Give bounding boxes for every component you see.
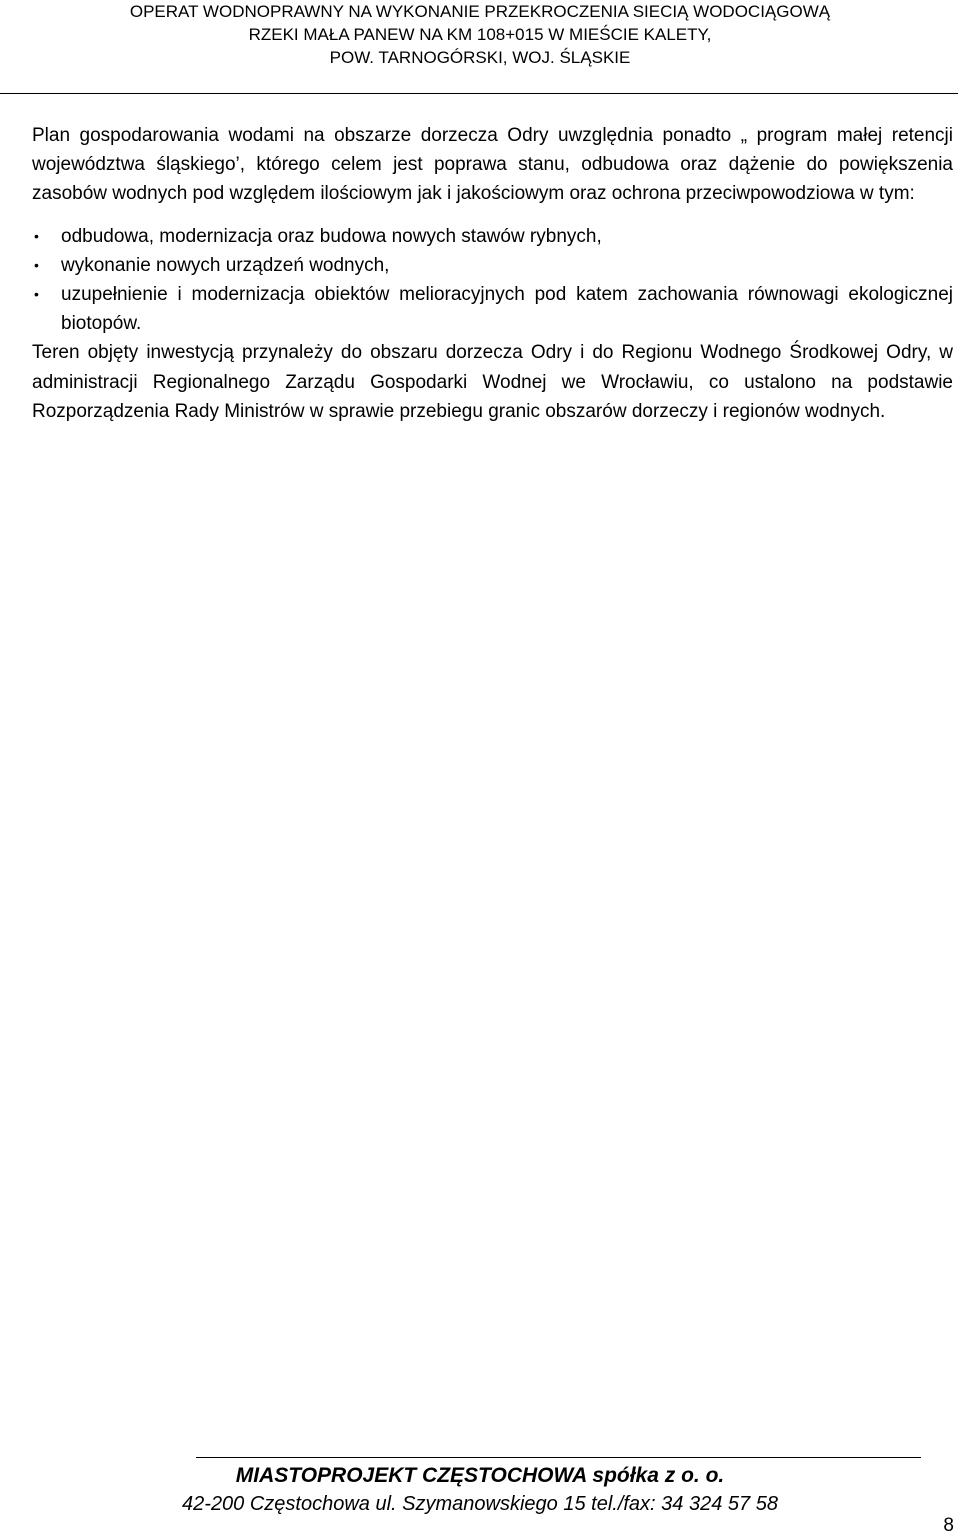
- page-number: 8: [943, 1515, 954, 1536]
- footer-divider: [196, 1457, 921, 1458]
- header-title-line-3: POW. TARNOGÓRSKI, WOJ. ŚLĄSKIE: [329, 48, 631, 67]
- header-divider: [0, 93, 958, 94]
- document-footer: [0, 1461, 960, 1518]
- bullet-icon: •: [34, 286, 39, 303]
- list-item: [32, 280, 953, 338]
- footer-address: 42-200 Częstochowa ul. Szymanowskiego 15 tel./fax: 34 324 57 58: [182, 1493, 778, 1515]
- document-header: [0, 0, 960, 69]
- header-title-line-2: RZEKI MAŁA PANEW NA KM 108+015 W MIEŚCIE KALETY,: [248, 25, 712, 44]
- list-item-text: uzupełnienie i modernizacja obiektów melioracyjnych pod katem zachowania równowagi ekologicznej biotopów.: [61, 284, 953, 335]
- footer-company-name: MIASTOPROJEKT CZĘSTOCHOWA spółka z o. o.: [235, 1464, 725, 1487]
- bullet-icon: •: [34, 227, 39, 244]
- list-item-text: odbudowa, modernizacja oraz budowa nowych stawów rybnych,: [61, 225, 602, 247]
- measures-list: [32, 222, 953, 339]
- list-item: [32, 222, 953, 251]
- document-body: [32, 121, 953, 426]
- region-paragraph: Teren objęty inwestycją przynależy do obszaru dorzecza Odry i do Regionu Wodnego Środkowej Odry, w administracji Regionalnego Zarządu Gospodarki Wodnej we Wrocławiu, co ustalono na podstawie Rozporządzenia Rady Ministrów w sprawie przebiegu granic obszarów dorzeczy i regionów wodnych.: [32, 342, 953, 422]
- header-title-line-1: OPERAT WODNOPRAWNY NA WYKONANIE PRZEKROCZENIA SIECIĄ WODOCIĄGOWĄ: [129, 2, 831, 21]
- bullet-icon: •: [34, 256, 39, 273]
- list-item: [32, 251, 953, 280]
- intro-paragraph: Plan gospodarowania wodami na obszarze dorzecza Odry uwzględnia ponadto „ program małej retencji województwa śląskiego’, którego celem jest poprawa stanu, odbudowa oraz dążenie do powiększenia zasobów wodnych pod względem ilościowym jak i jakościowym oraz ochrona przeciwpowodziowa w tym:: [32, 125, 953, 205]
- list-item-text: wykonanie nowych urządzeń wodnych,: [61, 254, 390, 276]
